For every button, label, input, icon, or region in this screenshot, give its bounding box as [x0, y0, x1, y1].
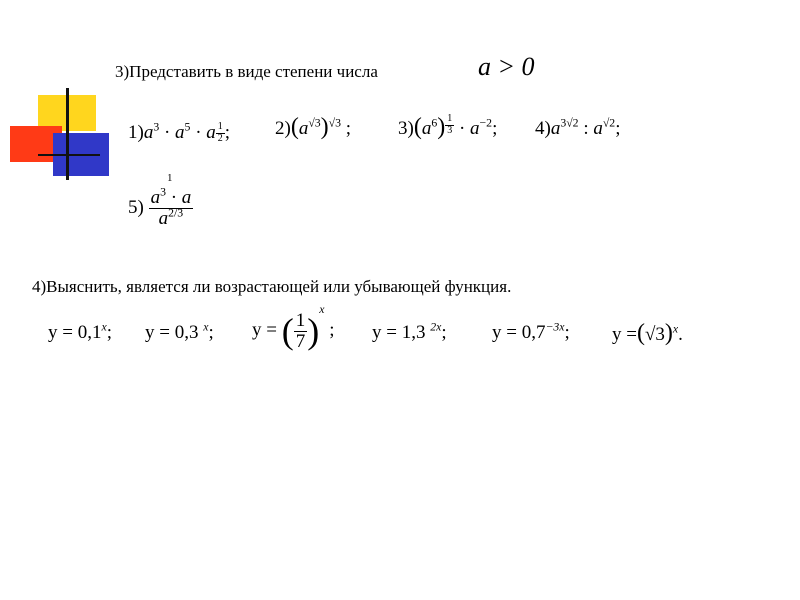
- task3-title: 3)Представить в виде степени числа: [115, 62, 378, 81]
- task4-f5: $y = 0,7^{-3x}$;: [492, 320, 570, 343]
- task4-f2: y = 0,3 $^x$;: [145, 320, 214, 343]
- task4-title: 4)Выяснить, является ли возрастающей или убывающей функция.: [32, 277, 512, 296]
- task3-condition: a > 0: [478, 52, 535, 81]
- task3-expr4: $4)a^{3√2}$ : $a^{√2}$;: [535, 116, 621, 139]
- task3-expr1: $1)a^3 \cdot a^5 \cdot a$ $\frac{1}{2}$ ;: [128, 120, 231, 144]
- task4-f4: y = 1,3 $^{2x}$;: [372, 320, 447, 343]
- task3-expr5-top-exp: 1: [167, 172, 173, 184]
- task3-expr2: $2)(a^{√3})^{√3}$ ;: [275, 114, 352, 140]
- decor-horizontal-line: [38, 154, 100, 156]
- task3-expr5: 5) $\frac{a^3 \cdot a}{a^{2/3}}$: [128, 185, 192, 229]
- task4-f1: $y = 0,1^x$;: [48, 320, 112, 343]
- task4-f3: y = ( $\frac{1}{7}$ )$^x$ ;: [252, 303, 335, 352]
- decor-vertical-line: [66, 88, 69, 180]
- task4-f6: $y =(√3)^x$.: [612, 320, 683, 346]
- task3-expr3: $3)(a^6)$ $\frac{1}{3}$ · $a^{-2}$;: [398, 113, 498, 140]
